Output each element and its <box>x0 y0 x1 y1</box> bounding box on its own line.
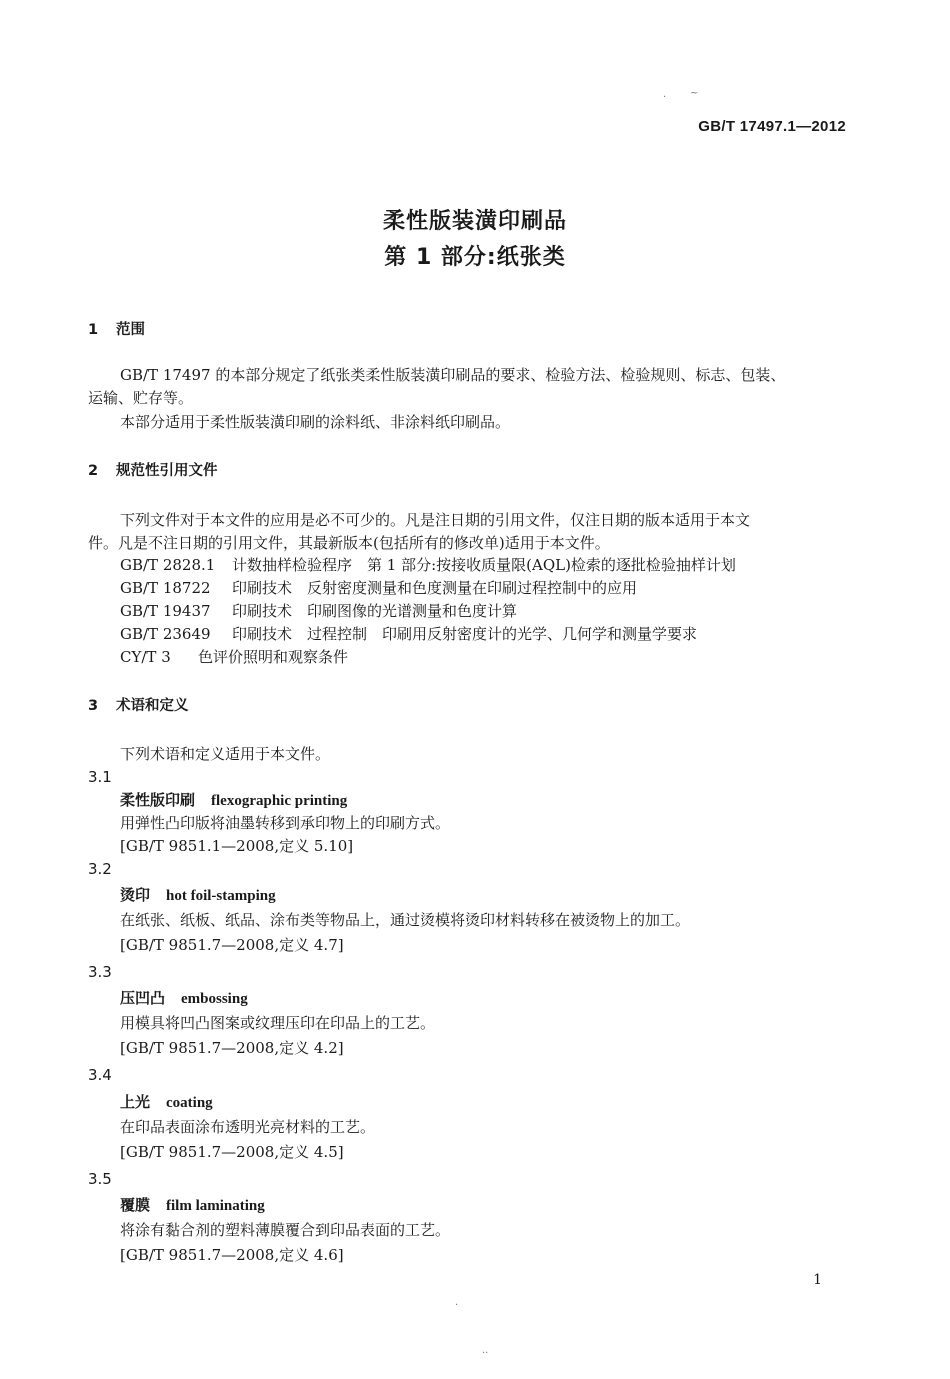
term-number: 3.5 <box>88 1170 112 1188</box>
section-title: 规范性引用文件 <box>116 463 218 479</box>
reference-title: 计数抽样检验程序 第 1 部分:按接收质量限(AQL)检索的逐批检验抽样计划 <box>232 556 736 574</box>
term-definition: 将涂有黏合剂的塑料薄膜覆合到印品表面的工艺。 <box>120 1221 451 1239</box>
term-definition: 在印品表面涂布透明光亮材料的工艺。 <box>120 1118 376 1136</box>
term-number: 3.2 <box>88 860 112 878</box>
reference-title: 色评价照明和观察条件 <box>198 648 349 666</box>
term-en: film laminating <box>166 1198 265 1214</box>
section-number: 1 <box>88 322 99 338</box>
scope-paragraph-line: GB/T 17497 的本部分规定了纸张类柔性版装潢印刷品的要求、检验方法、检验规则、标志、包装、 <box>120 366 786 384</box>
section-number: 3 <box>88 698 99 714</box>
section-heading-normative-references <box>88 461 218 481</box>
term-source: [GB/T 9851.7—2008,定义 4.7] <box>120 936 344 954</box>
section-heading-terms-definitions <box>88 696 189 716</box>
term-heading <box>120 1092 213 1113</box>
section-title: 术语和定义 <box>116 698 189 714</box>
term-zh: 上光 <box>120 1093 151 1111</box>
term-zh: 压凹凸 <box>120 989 166 1007</box>
term-zh: 覆膜 <box>120 1196 151 1214</box>
reference-entry <box>120 578 637 598</box>
scan-speck: ~ <box>690 88 699 99</box>
section-number: 2 <box>88 463 99 479</box>
document-title-part: 第 1 部分:纸张类 <box>384 245 566 270</box>
term-heading <box>120 790 347 811</box>
scope-paragraph-line: 运输、贮存等。 <box>88 389 194 407</box>
document-title-main: 柔性版装潢印刷品 <box>382 209 567 234</box>
scan-speck: · <box>455 1300 459 1311</box>
term-zh: 烫印 <box>120 886 151 904</box>
section-title: 范围 <box>116 322 145 338</box>
reference-title: 印刷技术 印刷图像的光谱测量和色度计算 <box>232 602 518 620</box>
terms-intro: 下列术语和定义适用于本文件。 <box>120 745 331 763</box>
section-heading-scope <box>88 320 145 340</box>
reference-entry <box>120 647 348 667</box>
scope-paragraph: 本部分适用于柔性版装潢印刷的涂料纸、非涂料纸印刷品。 <box>120 413 511 431</box>
references-intro-line: 下列文件对于本文件的应用是必不可少的。凡是注日期的引用文件，仅注日期的版本适用于本文 <box>120 511 751 529</box>
term-source: [GB/T 9851.1—2008,定义 5.10] <box>120 837 354 855</box>
term-definition: 用弹性凸印版将油墨转移到承印物上的印刷方式。 <box>120 814 451 832</box>
reference-title: 印刷技术 反射密度测量和色度测量在印刷过程控制中的应用 <box>232 579 638 597</box>
reference-code: GB/T 19437 <box>120 602 211 620</box>
term-definition: 在纸张、纸板、纸品、涂布类等物品上，通过烫模将烫印材料转移在被烫物上的加工。 <box>120 911 691 929</box>
term-source: [GB/T 9851.7—2008,定义 4.2] <box>120 1039 344 1057</box>
term-heading <box>120 1195 265 1216</box>
references-intro-line: 件。凡是不注日期的引用文件，其最新版本(包括所有的修改单)适用于本文件。 <box>88 534 610 552</box>
term-source: [GB/T 9851.7—2008,定义 4.5] <box>120 1143 344 1161</box>
term-en: embossing <box>181 991 248 1007</box>
page-number: 1 <box>813 1272 822 1288</box>
reference-code: GB/T 2828.1 <box>120 556 216 574</box>
term-definition: 用模具将凹凸图案或纹理压印在印品上的工艺。 <box>120 1014 436 1032</box>
term-en: flexographic printing <box>211 793 348 809</box>
scan-speck: · <box>663 92 667 103</box>
term-zh: 柔性版印刷 <box>120 791 196 809</box>
term-en: coating <box>166 1095 213 1111</box>
term-number: 3.4 <box>88 1066 112 1084</box>
term-source: [GB/T 9851.7—2008,定义 4.6] <box>120 1246 344 1264</box>
term-heading <box>120 885 276 906</box>
reference-title: 印刷技术 过程控制 印刷用反射密度计的光学、几何学和测量学要求 <box>232 625 698 643</box>
reference-code: GB/T 18722 <box>120 579 211 597</box>
reference-entry <box>120 601 517 621</box>
reference-code: CY/T 3 <box>120 648 171 666</box>
term-en: hot foil-stamping <box>166 888 276 904</box>
term-number: 3.3 <box>88 963 112 981</box>
reference-code: GB/T 23649 <box>120 625 211 643</box>
reference-entry <box>120 555 736 575</box>
term-number: 3.1 <box>88 768 112 786</box>
standard-code: GB/T 17497.1—2012 <box>698 118 846 135</box>
reference-entry <box>120 624 697 644</box>
scan-speck: ·· <box>482 1348 489 1359</box>
term-heading <box>120 988 248 1009</box>
